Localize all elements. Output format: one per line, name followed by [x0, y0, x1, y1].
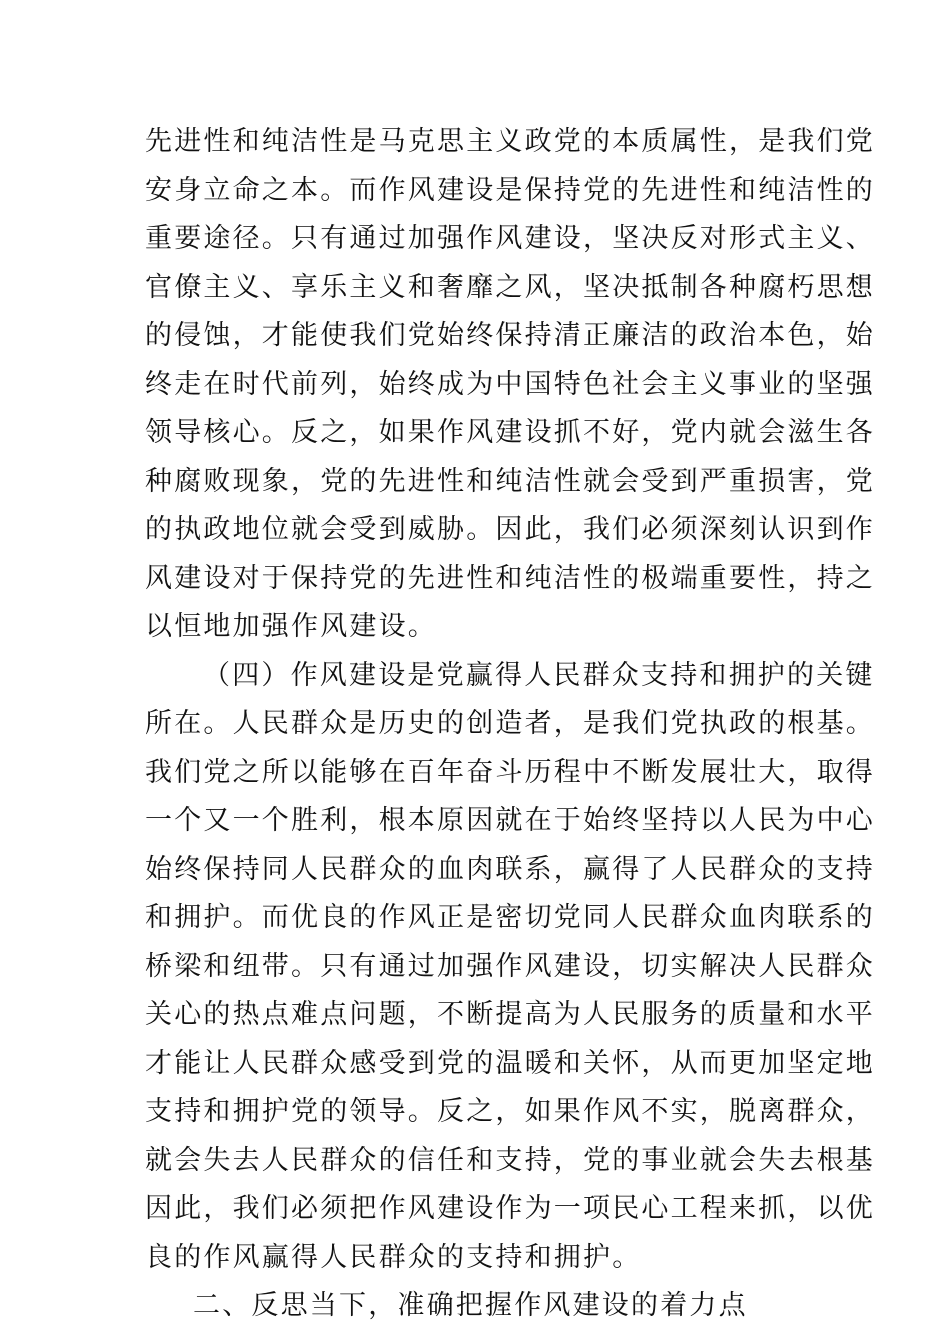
- document-body: [145, 118, 875, 1331]
- paragraph-1-line-3: 重要途径。只有通过加强作风建设，坚决反对形式主义、: [145, 223, 875, 254]
- paragraph-2-line-7: 桥梁和纽带。只有通过加强作风建设，切实解决人民群众: [145, 950, 875, 982]
- paragraph-2-line-11: 就会失去人民群众的信任和支持，党的事业就会失去根基: [145, 1144, 875, 1176]
- paragraph-2-line-1: （四）作风建设是党赢得人民群众支持和拥护的关键: [203, 659, 875, 691]
- section-heading: 二、反思当下，准确把握作风建设的着力点: [193, 1290, 748, 1321]
- paragraph-2-line-4: 一个又一个胜利，根本原因就在于始终坚持以人民为中心: [145, 805, 875, 836]
- paragraph-2-line-12: 因此，我们必须把作风建设作为一项民心工程来抓，以优: [145, 1193, 875, 1224]
- paragraph-1-line-8: 种腐败现象，党的先进性和纯洁性就会受到严重损害，党: [145, 465, 875, 497]
- paragraph-2-line-3: 我们党之所以能够在百年奋斗历程中不断发展壮大，取得: [145, 756, 875, 788]
- paragraph-1-line-11: 以恒地加强作风建设。: [145, 611, 437, 642]
- paragraph-1-line-2: 安身立命之本。而作风建设是保持党的先进性和纯洁性的: [145, 174, 875, 206]
- paragraph-2-line-8: 关心的热点难点问题，不断提高为人民服务的质量和水平: [145, 999, 875, 1030]
- paragraph-1-line-1: 先进性和纯洁性是马克思主义政党的本质属性，是我们党: [145, 126, 875, 157]
- paragraph-1-line-7: 领导核心。反之，如果作风建设抓不好，党内就会滋生各: [145, 417, 875, 448]
- paragraph-2-line-6: 和拥护。而优良的作风正是密切党同人民群众血肉联系的: [145, 902, 875, 933]
- paragraph-2-line-10: 支持和拥护党的领导。反之，如果作风不实，脱离群众，: [145, 1096, 875, 1127]
- paragraph-1-line-9: 的执政地位就会受到威胁。因此，我们必须深刻认识到作: [145, 514, 875, 545]
- paragraph-1-line-4: 官僚主义、享乐主义和奢靡之风，坚决抵制各种腐朽思想: [145, 271, 875, 303]
- paragraph-2-line-9: 才能让人民群众感受到党的温暖和关怀，从而更加坚定地: [145, 1047, 875, 1079]
- paragraph-1-line-10: 风建设对于保持党的先进性和纯洁性的极端重要性，持之: [145, 562, 875, 594]
- paragraph-1-line-6: 终走在时代前列，始终成为中国特色社会主义事业的坚强: [145, 368, 875, 400]
- paragraph-2-line-2: 所在。人民群众是历史的创造者，是我们党执政的根基。: [145, 708, 875, 739]
- paragraph-2-line-5: 始终保持同人民群众的血肉联系，赢得了人民群众的支持: [145, 853, 875, 885]
- paragraph-2-line-13: 良的作风赢得人民群众的支持和拥护。: [145, 1241, 642, 1273]
- paragraph-1-line-5: 的侵蚀，才能使我们党始终保持清正廉洁的政治本色，始: [145, 320, 875, 351]
